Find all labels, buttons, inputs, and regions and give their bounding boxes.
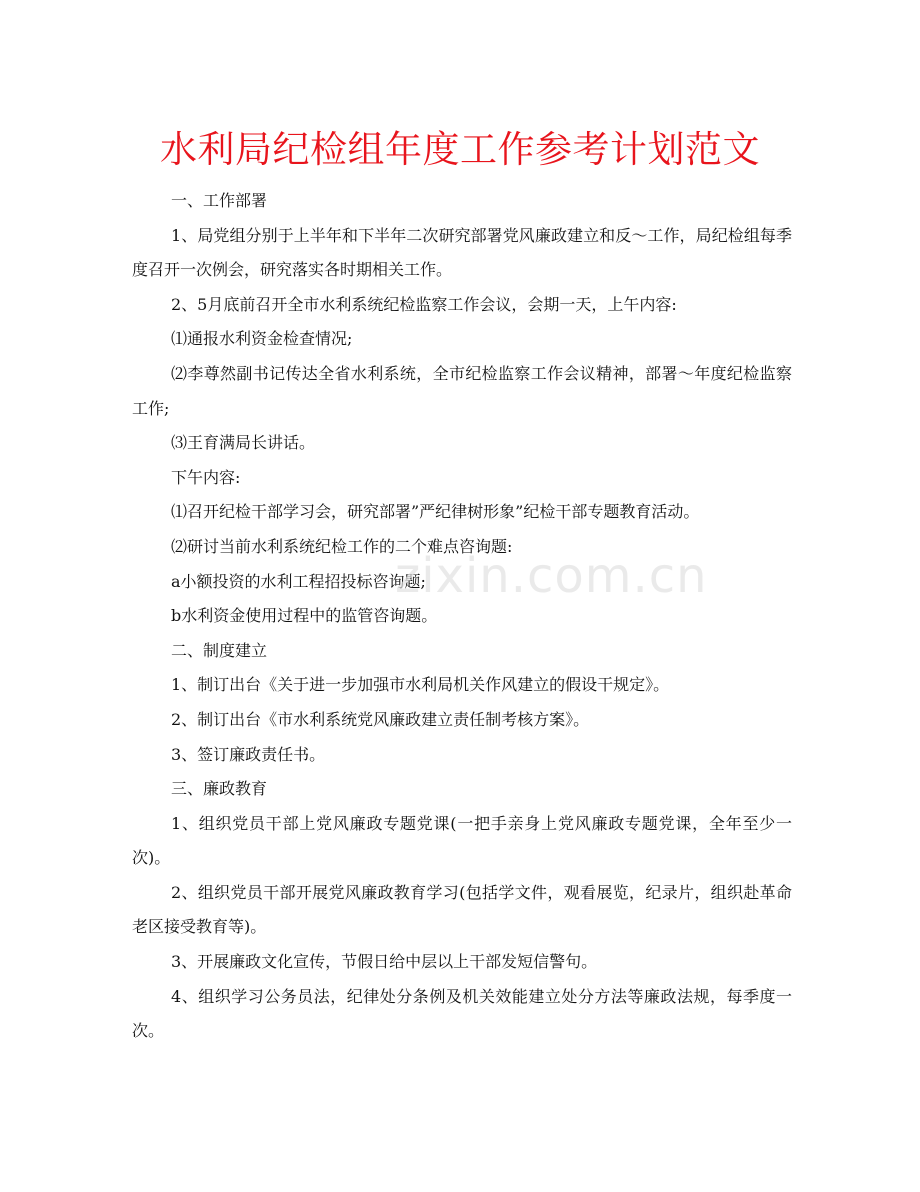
paragraph: ⑵研讨当前水利系统纪检工作的二个难点咨询题: (171, 536, 513, 556)
paragraph: a小额投资的水利工程招投标咨询题; (171, 571, 426, 591)
paragraph: ⑶王育满局长讲话。 (171, 433, 316, 453)
document-title: 水利局纪检组年度工作参考计划范文 (160, 128, 760, 171)
paragraph: 3、开展廉政文化宣传，节假日给中层以上干部发短信警句。 (171, 952, 598, 972)
paragraph: 下午内容: (171, 467, 241, 487)
paragraph: ⑵李尊然副书记传达全省水利系统，全市纪检监察工作会议精神，部署～年度纪检监察工作; (132, 363, 792, 418)
paragraph: 2、5月底前召开全市水利系统纪检监察工作会议，会期一天，上午内容: (171, 294, 677, 314)
paragraph: 3、签订廉政责任书。 (171, 744, 326, 764)
document-body (132, 184, 792, 1049)
paragraph: 1、局党组分别于上半年和下半年二次研究部署党风廉政建立和反～工作，局纪检组每季度召开一次例会，研究落实各时期相关工作。 (132, 225, 792, 280)
paragraph: 2、制订出台《市水利系统党风廉政建立责任制考核方案》。 (171, 709, 590, 729)
paragraph: 2、组织党员干部开展党风廉政教育学习(包括学文件，观看展览，纪录片，组织赴革命老区接受教育等)。 (132, 882, 792, 937)
paragraph: b水利资金使用过程中的监管咨询题。 (171, 606, 438, 626)
section-heading-system: 二、制度建立 (171, 640, 268, 660)
section-heading-education: 三、廉政教育 (171, 779, 268, 799)
paragraph: ⑴召开纪检干部学习会，研究部署”严纪律树形象”纪检干部专题教育活动。 (171, 502, 700, 522)
paragraph: 1、制订出台《关于进一步加强市水利局机关作风建立的假设干规定》。 (171, 675, 670, 695)
watermark: zixin.com.cn (395, 548, 708, 604)
section-heading-deployment: 一、工作部署 (171, 191, 268, 210)
paragraph: ⑴通报水利资金检查情况; (171, 329, 353, 349)
paragraph: 4、组织学习公务员法，纪律处分条例及机关效能建立处分方法等廉政法规，每季度一次。 (132, 986, 792, 1041)
paragraph: 1、组织党员干部上党风廉政专题党课(一把手亲身上党风廉政专题党课，全年至少一次)。 (132, 813, 792, 868)
